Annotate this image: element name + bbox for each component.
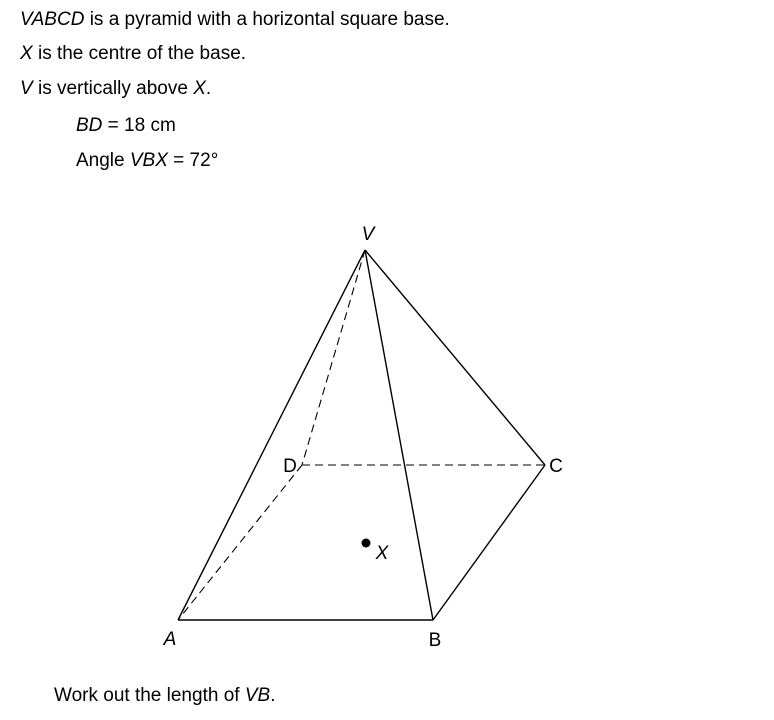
- task-text: .: [270, 685, 276, 706]
- point-v-ref: V: [20, 78, 33, 99]
- edge-vc: [365, 250, 545, 465]
- statement-text: is vertically above: [32, 78, 194, 99]
- statement-text: is a pyramid with a horizontal square base.: [84, 9, 450, 30]
- edge-bc: [433, 465, 545, 620]
- pyramid-name: VABCD: [20, 9, 85, 30]
- label-c: C: [549, 456, 563, 477]
- point-x-ref: X: [20, 43, 33, 64]
- task-text: Work out the length of: [54, 685, 245, 706]
- point-x-ref: X: [193, 78, 206, 99]
- edge-da-hidden: [178, 465, 302, 620]
- task-line: [54, 685, 275, 707]
- centre-point-x: [362, 539, 371, 548]
- label-b: B: [428, 630, 442, 651]
- edge-vb: [365, 250, 433, 620]
- segment-bd-ref: BD: [76, 115, 103, 136]
- angle-vbx-ref: VBX: [129, 150, 168, 171]
- label-x: X: [375, 543, 389, 564]
- label-v: V: [361, 224, 375, 245]
- given-text: Angle: [76, 150, 130, 171]
- label-d: D: [283, 456, 297, 477]
- statement-text: is the centre of the base.: [32, 43, 247, 64]
- statement-text: .: [205, 78, 212, 99]
- label-a: A: [163, 629, 177, 650]
- edge-va: [178, 250, 365, 620]
- segment-vb-ref: VB: [244, 685, 271, 706]
- given-value: = 72°: [167, 150, 219, 171]
- given-value: = 18 cm: [102, 115, 176, 136]
